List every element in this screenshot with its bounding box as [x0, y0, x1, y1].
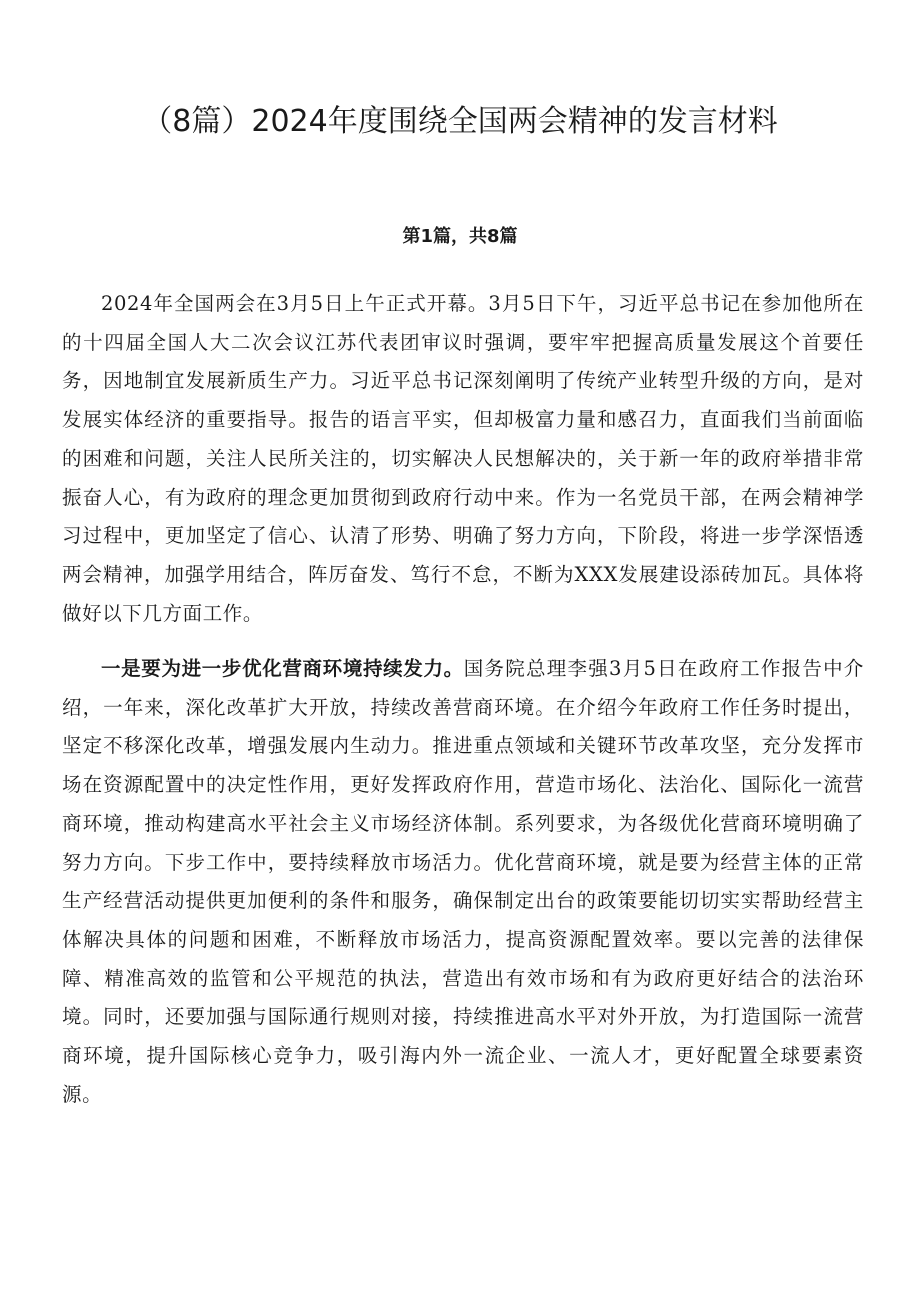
section-heading: 第1篇，共8篇 [402, 226, 518, 247]
paragraph-text: 2024年全国两会在3月5日上午正式开幕。3月5日下午，习近平总书记在参加他所在的十四届全国人大二次会议江苏代表团审议时强调，要牢牢把握高质量发展这个首要任务，因地制宜发展新质生产力。习近平总书记深刻阐明了传统产业转型升级的方向，是对发展实体经济的重要指导。报告的语言平实，但却极富力量和感召力，直面我们当前面临的困难和问题，关注人民所关注的，切实解决人民想解决的，关于新一年的政府举措非常振奋人心，有为政府的理念更加贯彻到政府行动中来。作为一名党员干部，在两会精神学习过程中，更加坚定了信心、认清了形势、明确了努力方向，下阶段，将进一步学深悟透两会精神，加强学用结合，阵厉奋发、笃行不怠，不断为XXX发展建设添砖加瓦。具体将做好以下几方面工作。 [62, 292, 864, 625]
document-title: （8篇）2024年度围绕全国两会精神的发言材料 [142, 104, 778, 139]
paragraph-text: 国务院总理李强3月5日在政府工作报告中介绍，一年来，深化改革扩大开放，持续改善营商环境。在介绍今年政府工作任务时提出，坚定不移深化改革，增强发展内生动力。推进重点领域和关键环节改革攻坚，充分发挥市场在资源配置中的决定性作用，更好发挥政府作用，营造市场化、法治化、国际化一流营商环境，推动构建高水平社会主义市场经济体制。系列要求，为各级优化营商环境明确了努力方向。下步工作中，要持续释放市场活力。优化营商环境，就是要为经营主体的正常生产经营活动提供更加便利的条件和服务，确保制定出台的政策要能切切实实帮助经营主体解决具体的问题和困难，不断释放市场活力，提高资源配置效率。要以完善的法律保障、精准高效的监管和公平规范的执法，营造出有效市场和有为政府更好结合的法治环境。同时，还要加强与国际通行规则对接，持续推进高水平对外开放，为打造国际一流营商环境，提升国际核心竞争力，吸引海内外一流企业、一流人才，更好配置全球要素资源。 [62, 657, 864, 1106]
paragraph-lead: 一是要为进一步优化营商环境持续发力。 [101, 657, 464, 680]
body-paragraph-2 [62, 650, 864, 1114]
body-paragraph-1 [62, 285, 864, 633]
